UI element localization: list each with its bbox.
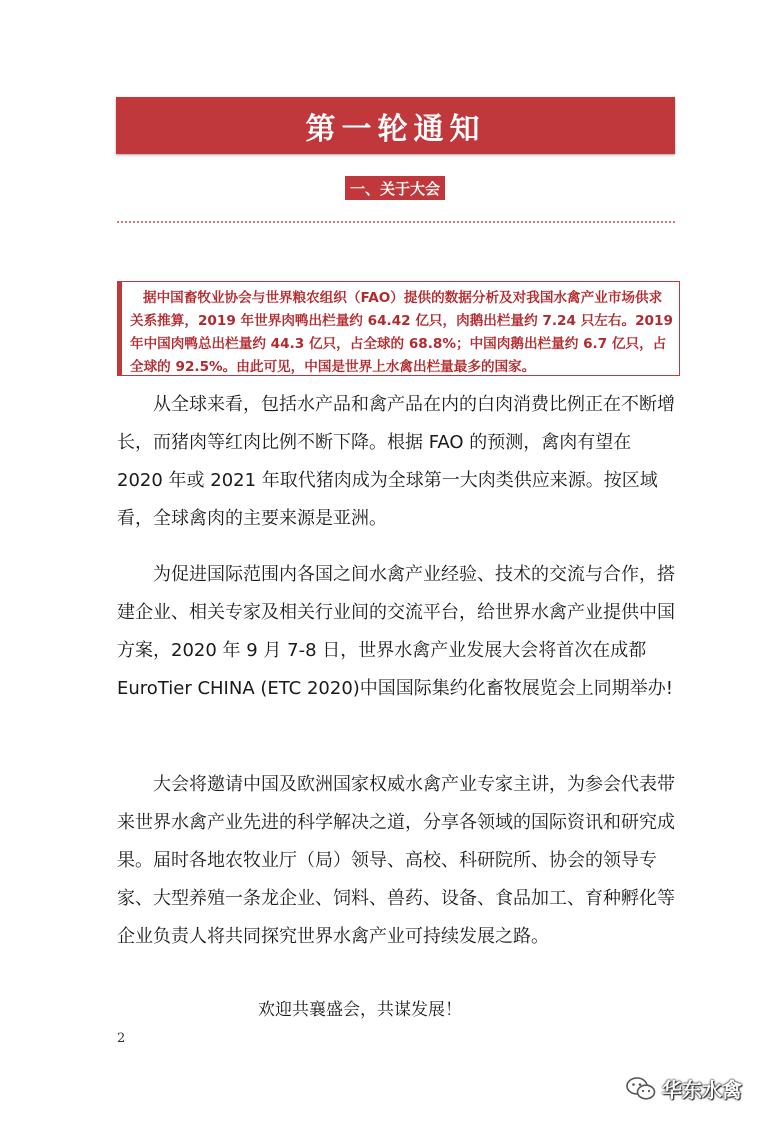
body-paragraph-1: 从全球来看，包括水产品和禽产品在内的白肉消费比例正在不断增长，而猪肉等红肉比例不断下降。根据 FAO 的预测，禽肉有望在 2020 年或 2021 年取代猪肉成为全球第一大肉类供应来源。按区域看，全球禽肉的主要来源是亚洲。 — [117, 394, 675, 529]
page-title: 第一轮通知 — [305, 111, 486, 147]
highlight-box: 据中国畜牧业协会与世界粮农组织（FAO）提供的数据分析及对我国水禽产业市场供求关系推算，2019 年世界肉鸭出栏量约 64.42 亿只，肉鹅出栏量约 7.24 只左右。2019 年中国肉鸭总出栏量约 44.3 亿只，占全球的 68.8%；中国肉鹅出栏量约 6.7 亿只，占全球的 92.5%。由此可见，中国是世界上水禽出栏量最多的国家。 — [117, 281, 680, 376]
wechat-icon — [626, 1076, 656, 1102]
watermark-text: 华东水禽 — [662, 1078, 742, 1102]
closing-line: 欢迎共襄盛会，共谋发展！ — [258, 1000, 462, 1020]
section-heading: 一、关于大会 — [345, 176, 445, 200]
body-paragraph-2: 为促进国际范围内各国之间水禽产业经验、技术的交流与合作，搭建企业、相关专家及相关行业间的交流平台，给世界水禽产业提供中国方案，2020 年 9 月 7-8 日，世界水禽产业发展大会将首次在成都 EuroTier CHINA (ETC 2020)中国国际集约化畜牧展览会上同期举办! — [117, 564, 675, 699]
title-banner — [116, 97, 675, 154]
watermark — [626, 1074, 742, 1103]
page-number: 2 — [117, 1031, 126, 1046]
dotted-divider — [117, 221, 675, 223]
body-paragraph-3: 大会将邀请中国及欧洲国家权威水禽产业专家主讲，为参会代表带来世界水禽产业先进的科学解决之道，分享各领域的国际资讯和研究成果。届时各地农牧业厅（局）领导、高校、科研院所、协会的领导专家、大型养殖一条龙企业、饲料、兽药、设备、食品加工、育种孵化等企业负责人将共同探究世界水禽产业可持续发展之路。 — [117, 774, 675, 947]
